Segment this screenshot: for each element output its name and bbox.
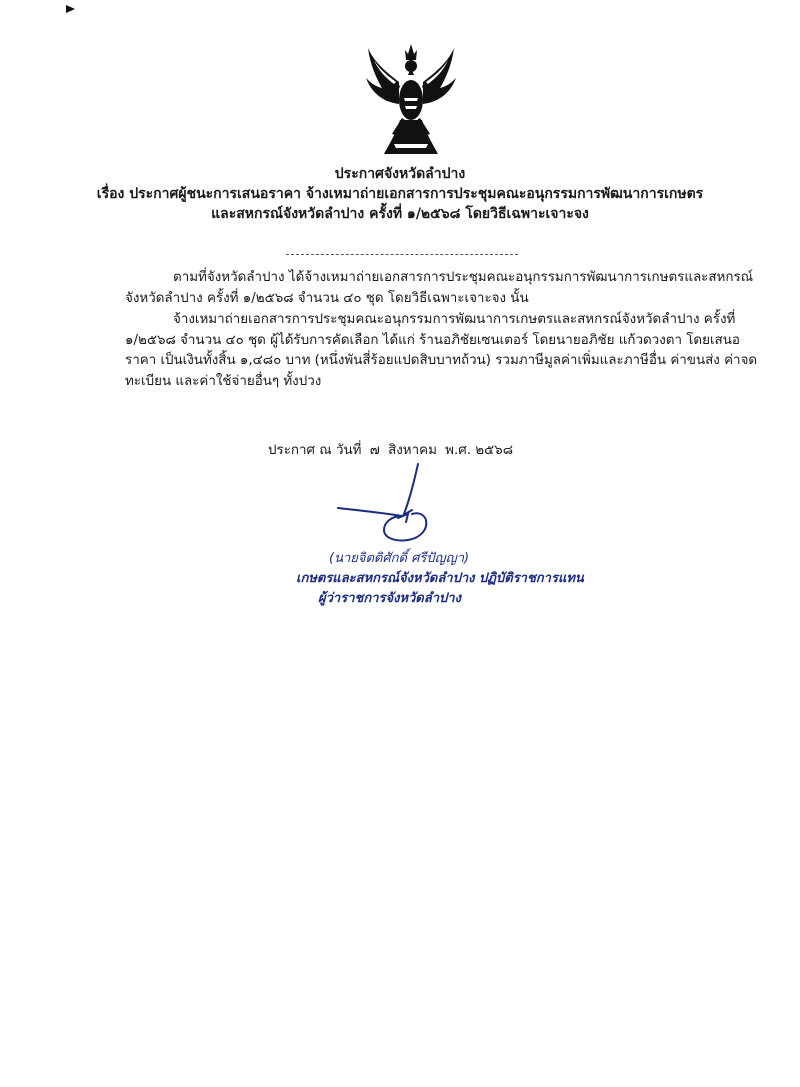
garuda-emblem-icon [364, 42, 458, 158]
signer-position-2: ผู้ว่าราชการจังหวัดลำปาง [318, 591, 461, 606]
date-month: สิงหาคม [388, 443, 437, 458]
document-body [125, 268, 765, 393]
date-day: ๗ [369, 443, 380, 458]
announcement-subject-line-1: เรื่อง ประกาศผู้ชนะการเสนอราคา จ้างเหมาถ่ายเอกสารการประชุมคณะอนุกรรมการพัฒนาการเกษตร [96, 186, 704, 202]
date-year: พ.ศ. ๒๕๖๘ [445, 443, 514, 458]
date-prefix: ประกาศ ณ วันที่ [268, 443, 362, 458]
announcement-date [268, 439, 517, 460]
announcement-subject-line-2: และสหกรณ์จังหวัดลำปาง ครั้งที่ ๑/๒๕๖๘ โดยวิธีเฉพาะเจาะจง [211, 206, 589, 222]
body-paragraph-1: ตามที่จังหวัดลำปาง ได้จ้างเหมาถ่ายเอกสารการประชุมคณะอนุกรรมการพัฒนาการเกษตรและสหกรณ์จังหวัดลำปาง ครั้งที่ ๑/๒๕๖๘ จำนวน ๔๐ ชุด โดยวิธีเฉพาะเจาะจง นั้น [125, 270, 754, 306]
handwritten-signature [336, 462, 446, 544]
signer-name: (นายจิตติศักดิ์ ศรีปัญญา) [329, 551, 470, 566]
signer-position-1: เกษตรและสหกรณ์จังหวัดลำปาง ปฏิบัติราชการแทน [296, 571, 584, 586]
corner-mark [66, 5, 76, 13]
body-paragraph-2: จ้างเหมาถ่ายเอกสารการประชุมคณะอนุกรรมการพัฒนาการเกษตรและสหกรณ์จังหวัดลำปาง ครั้งที่ ๑/๒๕๖๘ จำนวน ๔๐ ชุด ผู้ได้รับการคัดเลือก ได้แก่ ร้านอภิชัยเซนเตอร์ โดยนายอภิชัย แก้วดวงตา โดยเสนอราคา เป็นเงินทั้งสิ้น ๑,๔๘๐ บาท (หนึ่งพันสี่ร้อยแปดสิบบาทถ้วน) รวมภาษีมูลค่าเพิ่มและภาษีอื่น ค่าขนส่ง ค่าจดทะเบียน และค่าใช้จ่ายอื่นๆ ทั้งปวง [125, 312, 758, 389]
signature-block [296, 549, 616, 609]
announcement-title: ประกาศจังหวัดลำปาง [334, 166, 466, 182]
header-divider [286, 254, 518, 255]
document-header [40, 164, 760, 224]
